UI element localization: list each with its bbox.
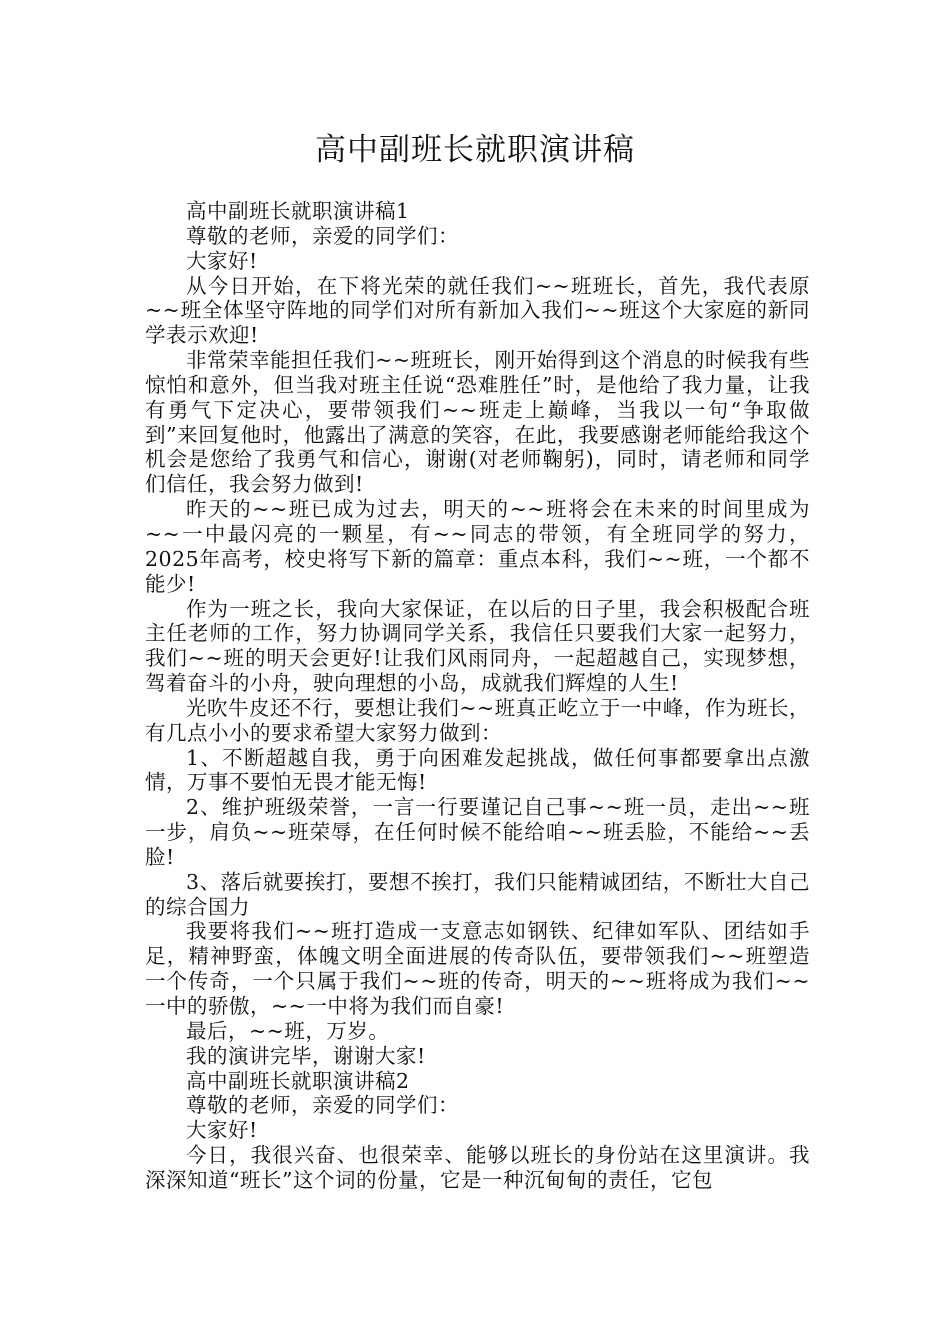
- paragraph: 作为一班之长，我向大家保证，在以后的日子里，我会积极配合班主任老师的工作，努力协调同学关系，我信任只要我们大家一起努力，我们~~班的明天会更好!让我们风雨同舟，一起超越自己，实现梦想，驾着奋斗的小舟，驶向理想的小岛，成就我们辉煌的人生!: [145, 596, 810, 696]
- document-body: [145, 199, 810, 1193]
- list-item-3: 3、落后就要挨打，要想不挨打，我们只能精诚团结，不断壮大自己的综合国力: [145, 869, 810, 919]
- paragraph: 光吹牛皮还不行，要想让我们~~班真正屹立于一中峰，作为班长，有几点小小的要求希望大家努力做到：: [145, 695, 810, 745]
- paragraph: 昨天的~~班已成为过去，明天的~~班将会在未来的时间里成为~~一中最闪亮的一颗星，有~~同志的带领，有全班同学的努力，2025年高考，校史将写下新的篇章：重点本科，我们~~班，一个都不能少!: [145, 497, 810, 596]
- greeting: 大家好!: [186, 1118, 258, 1143]
- paragraph: 非常荣幸能担任我们~~班班长，刚开始得到这个消息的时候我有些惊怕和意外，但当我对班主任说“恐难胜任”时，是他给了我力量，让我有勇气下定决心，要带领我们~~班走上巅峰，当我以一句“争取做到”来回复他时，他露出了满意的笑容，在此，我要感谢老师能给我这个机会是您给了我勇气和信心，谢谢(对老师鞠躬)，同时，请老师和同学们信任，我会努力做到!: [145, 348, 810, 497]
- speech-heading-2: 高中副班长就职演讲稿2: [186, 1068, 410, 1093]
- list-item-2: 2、维护班级荣誉，一言一行要谨记自己事~~班一员，走出~~班一步，肩负~~班荣辱，在任何时候不能给咱~~班丢脸，不能给~~丢脸!: [145, 795, 810, 869]
- speech-heading-1: 高中副班长就职演讲稿1: [186, 199, 410, 223]
- salutation: 尊敬的老师，亲爱的同学们：: [186, 1093, 459, 1118]
- paragraph: 今日，我很兴奋、也很荣幸、能够以班长的身份站在这里演讲。我深深知道“班长”这个词的份量，它是一种沉甸甸的责任，它包: [145, 1143, 810, 1192]
- greeting: 大家好!: [186, 248, 258, 273]
- paragraph: 从今日开始，在下将光荣的就任我们~~班班长，首先，我代表原~~班全体坚守阵地的同学们对所有新加入我们~~班这个大家庭的新同学表示欢迎!: [145, 273, 810, 348]
- closing-thanks: 我的演讲完毕，谢谢大家!: [186, 1043, 426, 1068]
- list-item-1: 1、不断超越自我，勇于向困难发起挑战，做任何事都要拿出点激情，万事不要怕无畏才能无悔!: [145, 745, 810, 795]
- salutation: 尊敬的老师，亲爱的同学们：: [186, 223, 459, 248]
- closing-line: 最后，~~班，万岁。: [186, 1018, 390, 1043]
- paragraph: 我要将我们~~班打造成一支意志如钢铁、纪律如军队、团结如手足，精神野蛮，体魄文明全面进展的传奇队伍，要带领我们~~班塑造一个传奇，一个只属于我们~~班的传奇，明天的~~班将成为我们~~一中的骄傲，~~一中将为我们而自豪!: [145, 919, 810, 1018]
- document-title: 高中副班长就职演讲稿: [315, 132, 635, 168]
